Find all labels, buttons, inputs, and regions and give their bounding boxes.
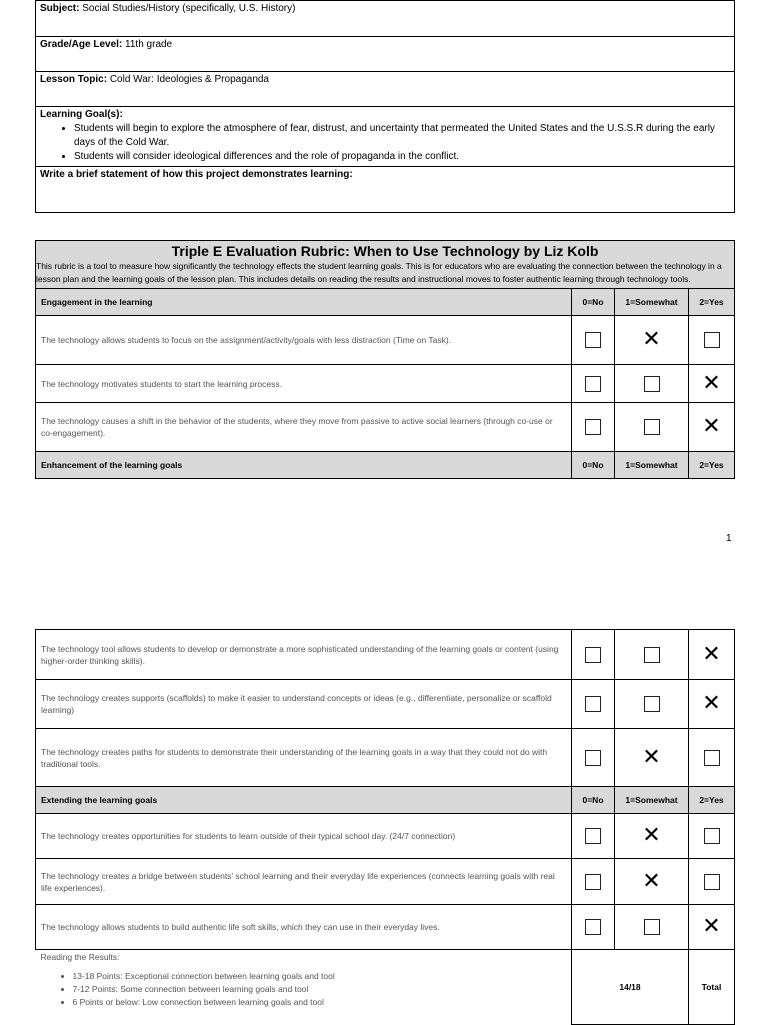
col-somewhat: 1=Somewhat <box>615 787 689 814</box>
table-row <box>36 905 735 950</box>
goals-row <box>36 107 735 167</box>
criterion-text: The technology creates supports (scaffolds) to make it easier to understand concepts or ideas (e.g., differentiate, personalize or scaffold learning) <box>36 680 572 729</box>
selected-x-icon: ✕ <box>642 823 661 848</box>
col-no: 0=No <box>572 452 615 479</box>
score-value: 14/18 <box>572 950 689 1025</box>
empty-checkbox-icon <box>585 828 601 844</box>
table-row <box>36 729 735 787</box>
score-cell <box>689 814 735 859</box>
results-row <box>36 950 735 1025</box>
score-cell <box>615 814 689 859</box>
score-cell <box>615 630 689 680</box>
criterion-text: The technology allows students to build authentic life soft skills, which they can use in their everyday lives. <box>36 905 572 950</box>
score-cell <box>689 905 735 950</box>
table-row <box>36 365 735 403</box>
score-cell <box>689 859 735 905</box>
score-cell <box>572 316 615 365</box>
score-cell <box>615 316 689 365</box>
empty-checkbox-icon <box>585 647 601 663</box>
rubric-table-part2 <box>35 629 735 1025</box>
col-no: 0=No <box>572 289 615 316</box>
selected-x-icon: ✕ <box>702 641 721 667</box>
score-cell <box>615 905 689 950</box>
score-cell <box>572 365 615 403</box>
empty-checkbox-icon <box>704 874 720 890</box>
results-heading: Reading the Results: <box>40 952 120 962</box>
goals-list <box>40 122 730 164</box>
selected-x-icon: ✕ <box>642 868 661 894</box>
lesson-info-table <box>35 0 735 213</box>
score-cell <box>615 680 689 729</box>
topic-value: Cold War: Ideologies & Propaganda <box>109 74 269 85</box>
selected-x-icon: ✕ <box>702 370 721 396</box>
score-cell <box>572 630 615 680</box>
statement-row <box>36 167 735 213</box>
empty-checkbox-icon <box>644 376 660 392</box>
table-row <box>36 680 735 729</box>
score-cell <box>572 905 615 950</box>
empty-checkbox-icon <box>644 696 660 712</box>
subject-value: Social Studies/History (specifically, U.S. History) <box>82 3 296 14</box>
goal-item: • Students will begin to explore the atmosphere of fear, distrust, and uncertainty that permeated the United States and the U.S.S.R during the early days of the Cold War. <box>74 122 730 150</box>
empty-checkbox-icon <box>644 647 660 663</box>
score-cell <box>689 316 735 365</box>
results-list <box>41 970 567 1009</box>
page-number: 1 <box>726 533 732 544</box>
score-cell <box>615 365 689 403</box>
results-item: • 6 Points or below: Low connection between learning goals and tool <box>73 996 567 1009</box>
empty-checkbox-icon <box>585 919 601 935</box>
col-yes: 2=Yes <box>689 452 735 479</box>
score-cell <box>615 729 689 787</box>
col-somewhat: 1=Somewhat <box>615 289 689 316</box>
selected-x-icon: ✕ <box>702 914 721 939</box>
criterion-text: The technology tool allows students to develop or demonstrate a more sophisticated understanding of the learning goals or content (using higher-order thinking skills). <box>36 630 572 680</box>
score-cell <box>689 680 735 729</box>
empty-checkbox-icon <box>585 750 601 766</box>
goal-item: • Students will consider ideological differences and the role of propaganda in the conflict. <box>74 150 730 164</box>
table-row <box>36 630 735 680</box>
grade-value: 11th grade <box>125 39 173 50</box>
empty-checkbox-icon <box>585 376 601 392</box>
statement-label: Write a brief statement of how this project demonstrates learning: <box>40 169 353 180</box>
section-extending-title: Extending the learning goals <box>36 787 572 814</box>
empty-checkbox-icon <box>644 419 660 435</box>
results-item: • 7-12 Points: Some connection between learning goals and tool <box>73 983 567 996</box>
table-row <box>36 814 735 859</box>
criterion-text: The technology creates opportunities for students to learn outside of their typical school day. (24/7 connection) <box>36 814 572 859</box>
score-cell <box>572 814 615 859</box>
rubric-description: This rubric is a tool to measure how significantly the technology effects the student learning goals. This is for educators who are evaluating the connection between the technology in a lesson plan and the learning goals of the lesson plan. This includes details on reading the results and instructional moves to foster authentic learning through technology tools. <box>36 261 722 284</box>
col-no: 0=No <box>572 787 615 814</box>
score-cell <box>689 403 735 452</box>
table-row <box>36 859 735 905</box>
col-somewhat: 1=Somewhat <box>615 452 689 479</box>
score-cell <box>689 729 735 787</box>
section-enhancement-title: Enhancement of the learning goals <box>36 452 572 479</box>
score-cell <box>572 403 615 452</box>
empty-checkbox-icon <box>585 419 601 435</box>
empty-checkbox-icon <box>704 332 720 348</box>
score-cell <box>689 630 735 680</box>
empty-checkbox-icon <box>585 874 601 890</box>
criterion-text: The technology allows students to focus on the assignment/activity/goals with less distraction (Time on Task). <box>36 316 572 365</box>
empty-checkbox-icon <box>644 919 660 935</box>
results-item: • 13-18 Points: Exceptional connection between learning goals and tool <box>73 970 567 983</box>
grade-label: Grade/Age Level: <box>40 39 123 50</box>
subject-label: Subject <box>40 3 77 14</box>
score-cell <box>615 859 689 905</box>
selected-x-icon: ✕ <box>702 414 721 439</box>
empty-checkbox-icon <box>585 332 601 348</box>
empty-checkbox-icon <box>704 750 720 766</box>
results-cell <box>36 950 572 1025</box>
subject-row: Subject: Social Studies/History (specifically, U.S. History) <box>36 1 735 37</box>
criterion-text: The technology motivates students to start the learning process. <box>36 365 572 403</box>
topic-label: Lesson Topic: <box>40 74 108 85</box>
goals-label: Learning Goal(s): <box>40 109 123 120</box>
total-label: Total <box>689 950 735 1025</box>
score-cell <box>572 729 615 787</box>
col-yes: 2=Yes <box>689 289 735 316</box>
grade-row <box>36 37 735 72</box>
selected-x-icon: ✕ <box>702 691 721 716</box>
table-row <box>36 403 735 452</box>
topic-row <box>36 72 735 107</box>
col-yes: 2=Yes <box>689 787 735 814</box>
score-cell <box>689 365 735 403</box>
criterion-text: The technology creates paths for students to demonstrate their understanding of the learning goals in a way that they could not do with traditional tools. <box>36 729 572 787</box>
criterion-text: The technology causes a shift in the behavior of the students, where they move from passive to active social learners (through co-use or co-engagement). <box>36 403 572 452</box>
rubric-title: Triple E Evaluation Rubric: When to Use Technology by Liz Kolb <box>171 243 599 259</box>
section-engagement-title: Engagement in the learning <box>36 289 572 316</box>
selected-x-icon: ✕ <box>642 327 661 352</box>
score-cell <box>615 403 689 452</box>
score-cell <box>572 680 615 729</box>
score-cell <box>572 859 615 905</box>
selected-x-icon: ✕ <box>642 744 661 770</box>
empty-checkbox-icon <box>704 828 720 844</box>
empty-checkbox-icon <box>585 696 601 712</box>
criterion-text: The technology creates a bridge between students’ school learning and their everyday life experiences (connects learning goals with real life experiences). <box>36 859 572 905</box>
table-row <box>36 316 735 365</box>
rubric-table-part1 <box>35 240 735 479</box>
